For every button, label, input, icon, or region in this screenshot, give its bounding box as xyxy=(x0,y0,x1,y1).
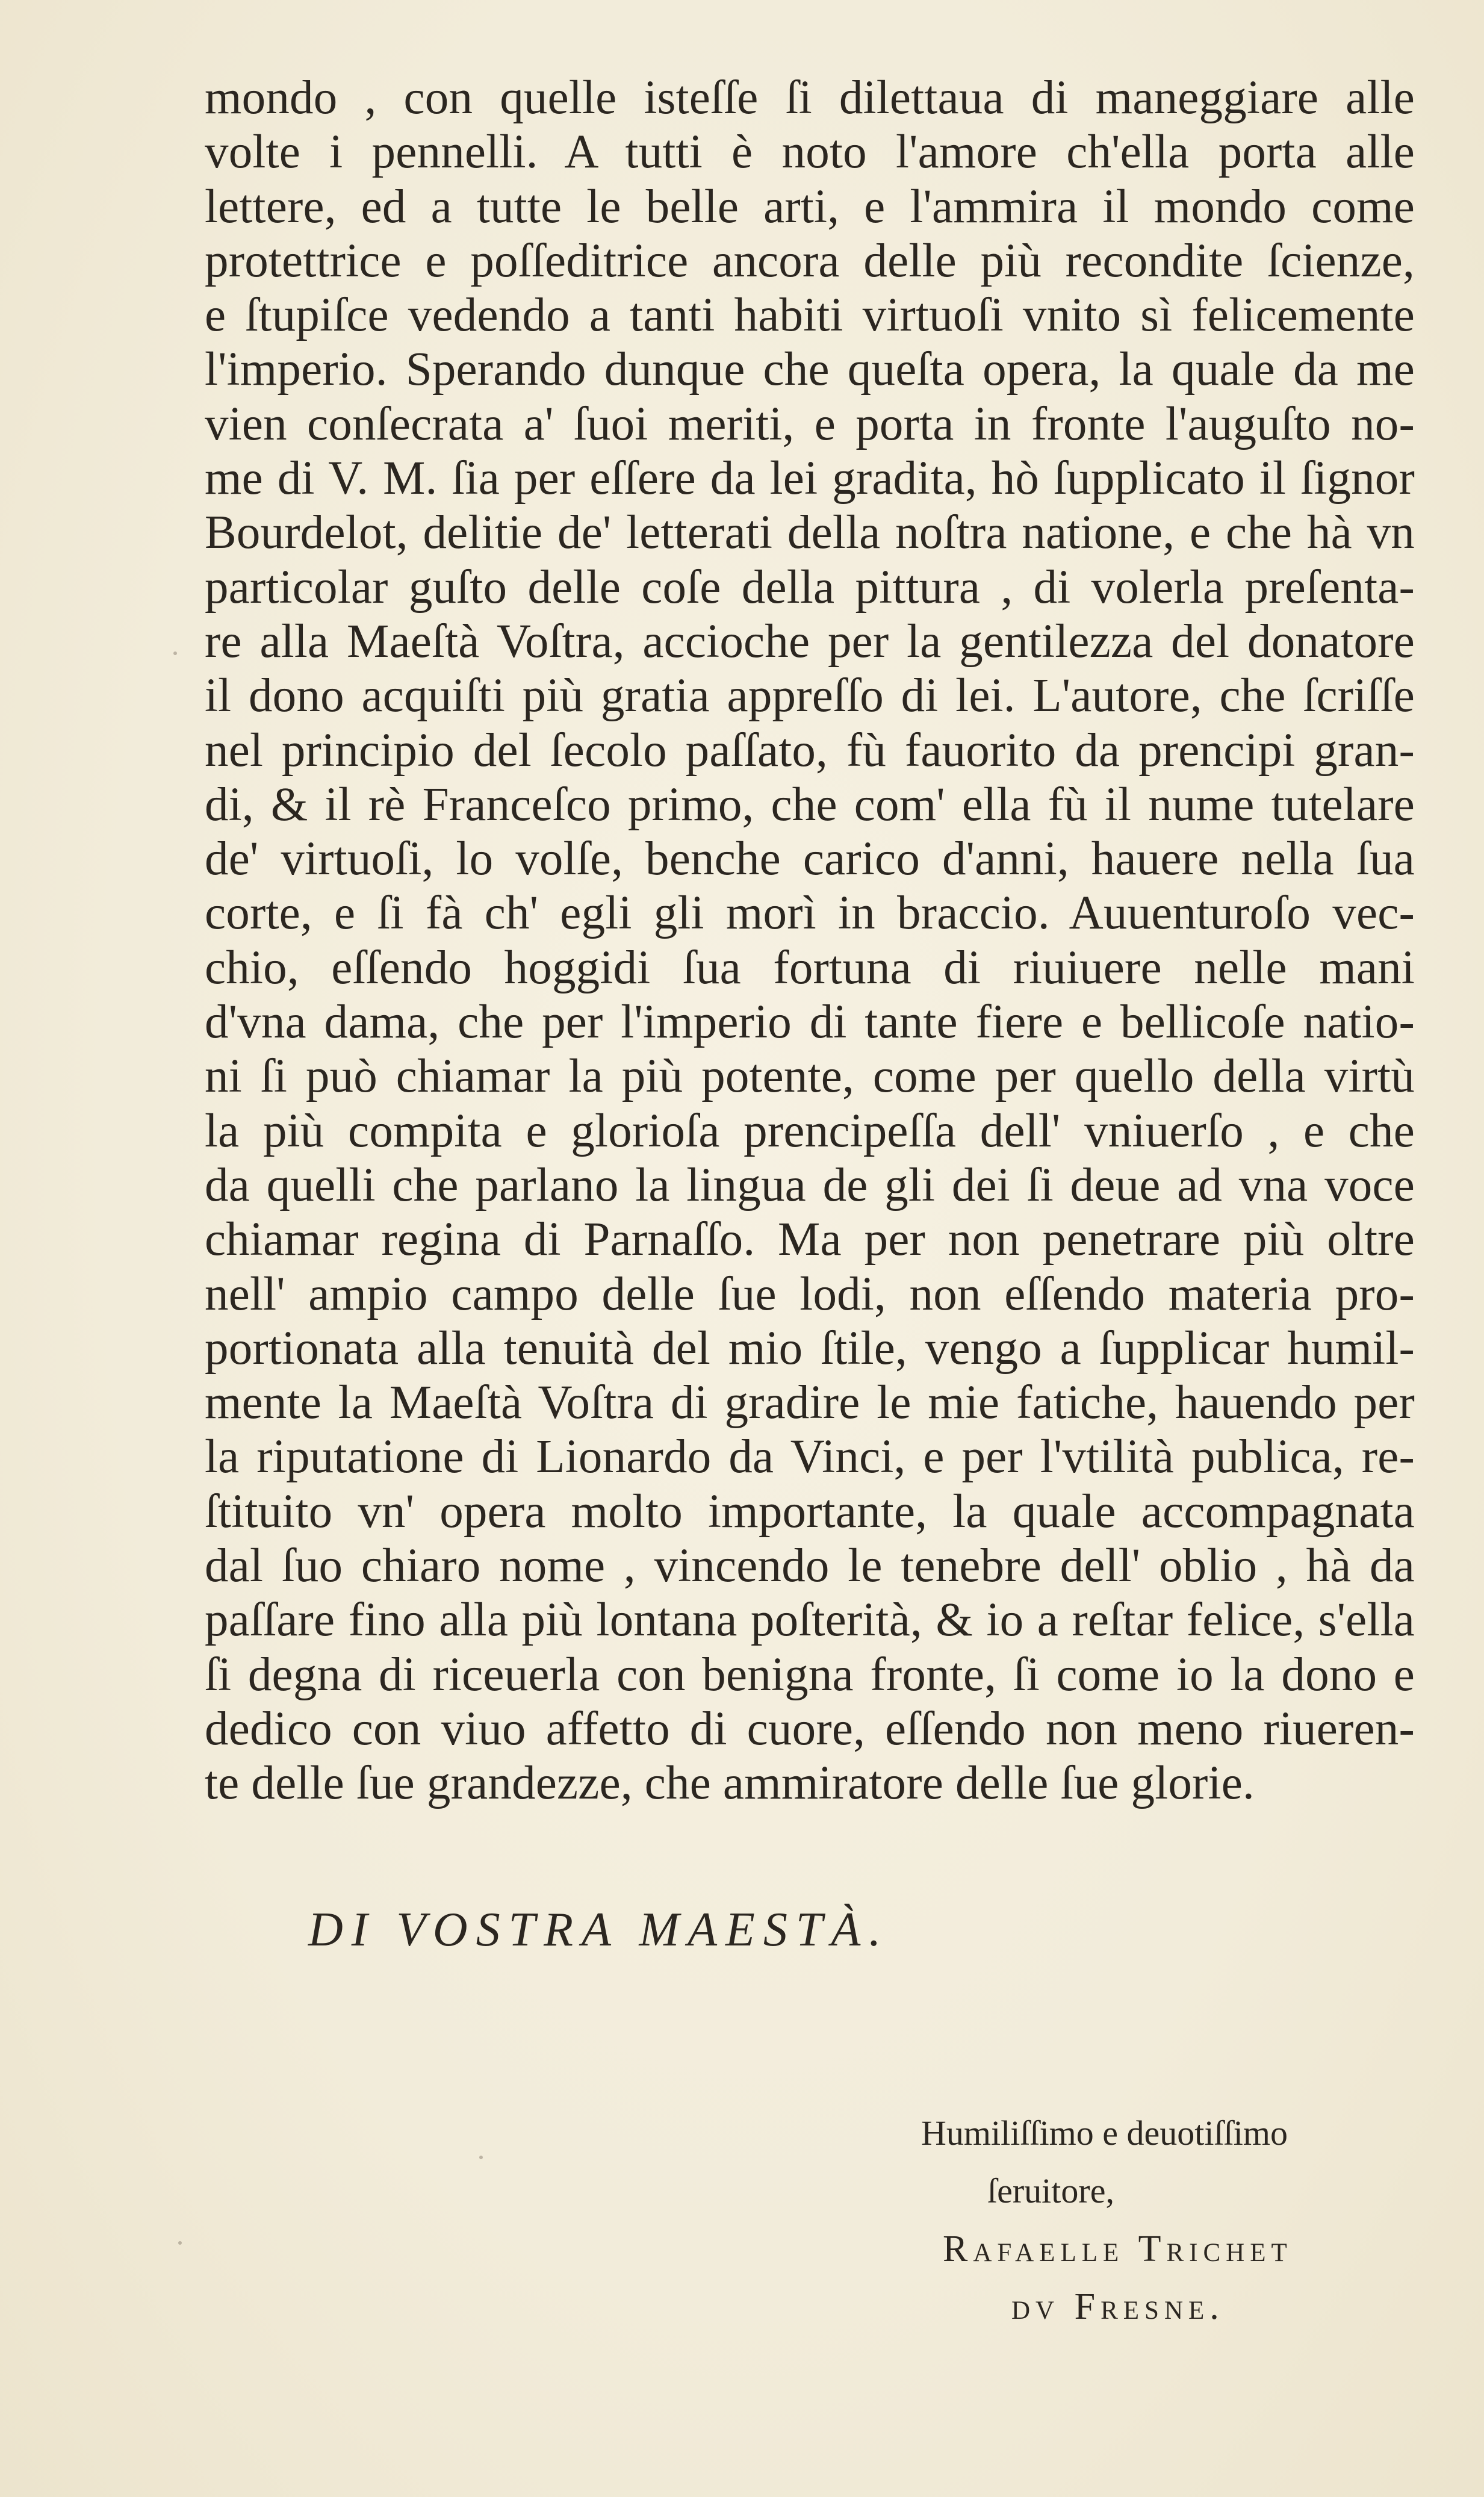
text-line: portionata alla tenuità del mio ſtile, vengo a ſupplicar humil- xyxy=(205,1322,1415,1375)
signature-author-surname: dv Fresne. xyxy=(1011,2286,1225,2327)
text-line: protettrice e poſſeditrice ancora delle più recondite ſcienze, xyxy=(205,234,1415,287)
text-line: nell' ampio campo delle ſue lodi, non eſſendo materia pro- xyxy=(205,1267,1415,1320)
dedication-text xyxy=(205,71,1415,1811)
closing-salutation: DI VOSTRA MAESTÀ. xyxy=(308,1903,890,1956)
text-line: e ſtupiſce vedendo a tanti habiti virtuoſi vnito sì felicemente xyxy=(205,289,1415,342)
text-line: Bourdelot, delitie de' letterati della noſtra natione, e che hà vn xyxy=(205,506,1415,559)
signature-block xyxy=(921,2104,1293,2336)
text-line: nel principio del ſecolo paſſato, fù fauorito da prencipi gran- xyxy=(205,724,1415,777)
text-line: mondo , con quelle isteſſe ſi dilettaua di maneggiare alle xyxy=(205,72,1415,124)
text-line: ſi degna di riceuerla con benigna fronte, ſi come io la dono e xyxy=(205,1648,1415,1701)
text-line: me di V. M. ſia per eſſere da lei gradita, hò ſupplicato il ſignor xyxy=(205,452,1415,505)
text-line: mente la Maeſtà Voſtra di gradire le mie fatiche, hauendo per xyxy=(205,1376,1415,1429)
text-line: de' virtuoſi, lo volſe, benche carico d'anni, hauere nella ſua xyxy=(205,833,1415,886)
text-line: da quelli che parlano la lingua de gli dei ſi deue ad vna voce xyxy=(205,1158,1415,1211)
text-line: lettere, ed a tutte le belle arti, e l'ammira il mondo come xyxy=(205,180,1415,233)
text-line: la più compita e glorioſa prencipeſſa dell' vniuerſo , e che xyxy=(205,1104,1415,1157)
text-line: particolar guſto delle coſe della pittura , di volerla preſenta- xyxy=(205,561,1415,614)
text-line: l'imperio. Sperando dunque che queſta opera, la quale da me xyxy=(205,343,1415,396)
text-line: paſſare fino alla più lontana poſterità, & io a reſtar felice, s'ella xyxy=(205,1594,1415,1647)
text-line: ſtituito vn' opera molto importante, la quale accompagnata xyxy=(205,1485,1415,1538)
text-line: chio, eſſendo hoggidi ſua fortuna di riuiuere nelle mani xyxy=(205,941,1415,994)
paper-speck xyxy=(479,2156,483,2159)
signature-line-humble: Humiliſſimo e deuotiſſimo xyxy=(921,2113,1288,2153)
text-line: volte i pennelli. A tutti è noto l'amore ch'ella porta alle xyxy=(205,126,1415,179)
text-line: te delle ſue grandezze, che ammiratore delle ſue glorie. xyxy=(205,1757,1255,1810)
paper-speck xyxy=(178,2241,182,2245)
text-line: dal ſuo chiaro nome , vincendo le tenebre dell' oblio , hà da xyxy=(205,1540,1415,1593)
signature-author-name: Rafaelle Trichet xyxy=(943,2228,1293,2269)
text-line: dedico con viuo affetto di cuore, eſſendo non meno riueren- xyxy=(205,1702,1415,1755)
text-line: la riputatione di Lionardo da Vinci, e per l'vtilità publica, re- xyxy=(205,1431,1415,1484)
text-line: d'vna dama, che per l'imperio di tante fiere e bellicoſe natio- xyxy=(205,996,1415,1049)
paper-speck xyxy=(173,651,177,655)
text-line: chiamar regina di Parnaſſo. Ma per non penetrare più oltre xyxy=(205,1213,1415,1266)
text-line: re alla Maeſtà Voſtra, accioche per la gentilezza del donatore xyxy=(205,615,1415,668)
text-line: corte, e ſi fà ch' egli gli morì in braccio. Auuenturoſo vec- xyxy=(205,887,1415,940)
text-line: ni ſi può chiamar la più potente, come per quello della virtù xyxy=(205,1050,1415,1103)
text-line: di, & il rè Franceſco primo, che com' ella fù il nume tutelare xyxy=(205,778,1415,831)
text-line: vien conſecrata a' ſuoi meriti, e porta in fronte l'auguſto no- xyxy=(205,397,1415,450)
text-line: il dono acquiſti più gratia appreſſo di lei. L'autore, che ſcriſſe xyxy=(205,670,1415,723)
signature-line-servant: ſeruitore, xyxy=(987,2171,1114,2210)
